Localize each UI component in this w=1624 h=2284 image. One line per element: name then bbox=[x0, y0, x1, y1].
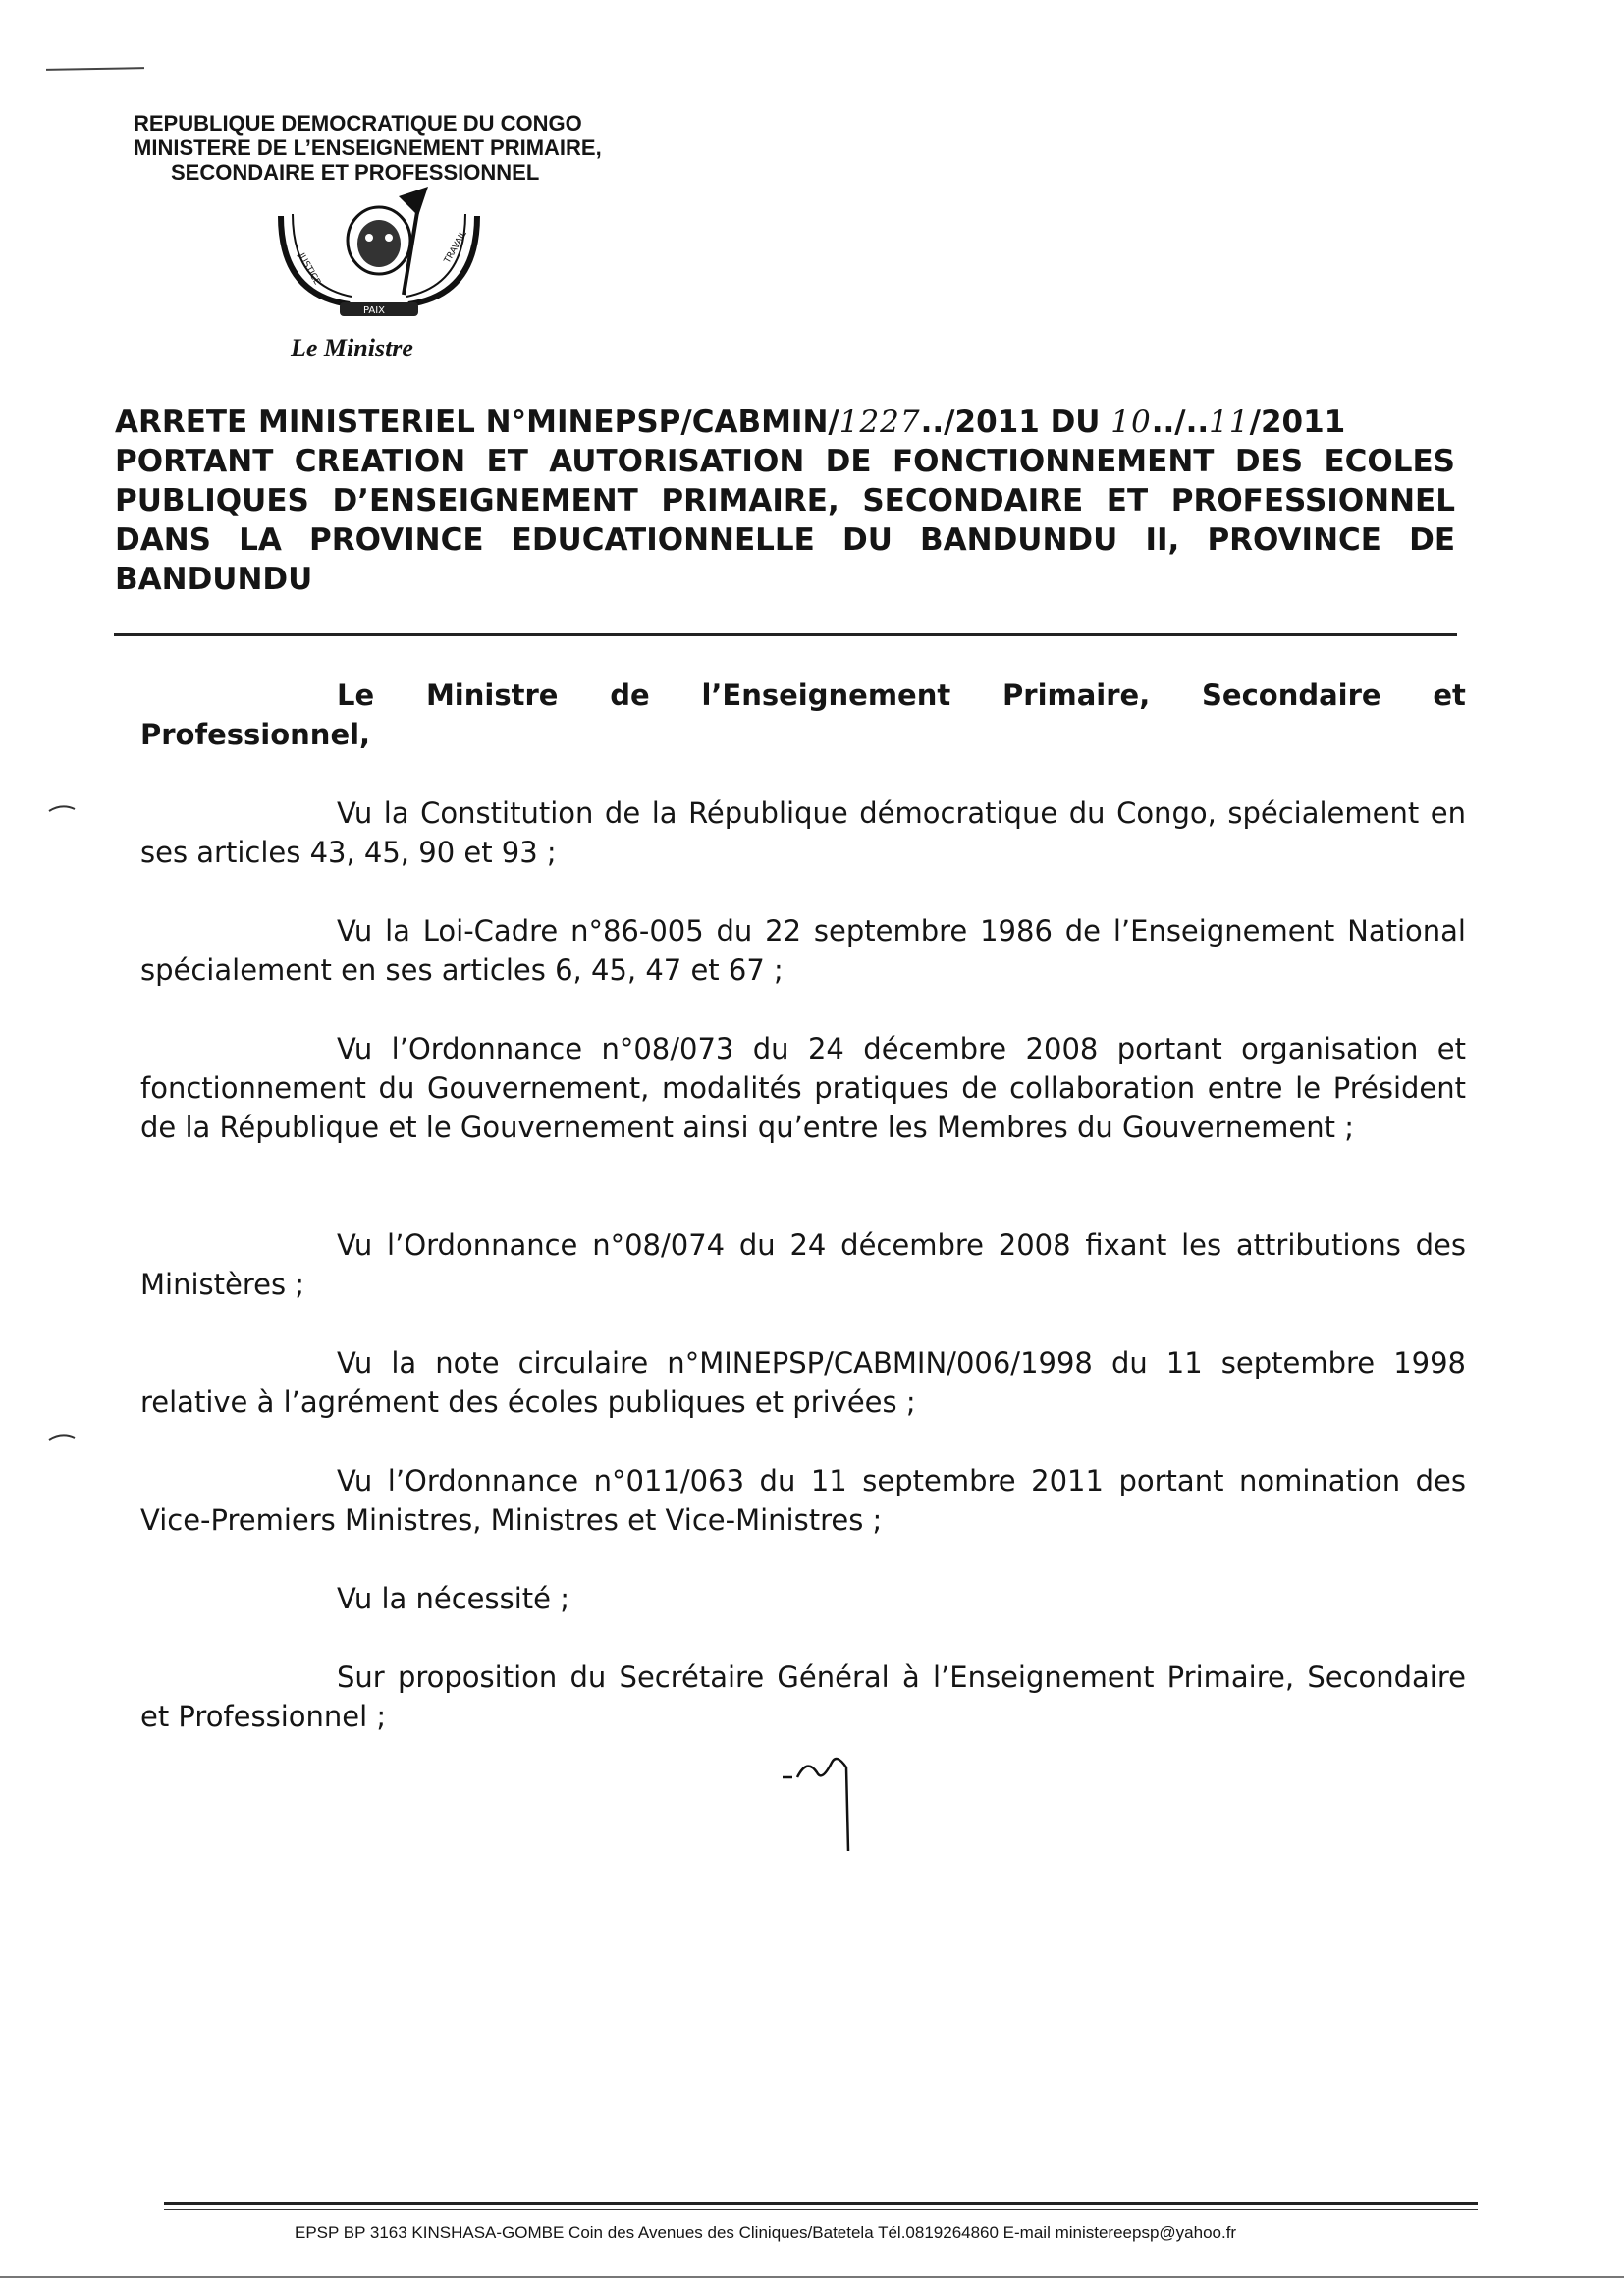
emblem-motto-center: PAIX bbox=[363, 305, 386, 316]
intro-word: l’Enseignement bbox=[701, 679, 951, 712]
consideration-paragraph: Sur proposition du Secrétaire Général à l’Enseignement Primaire, Secondaire et Professionnel ; bbox=[140, 1660, 1466, 1733]
consideration-paragraph: Vu la note circulaire n°MINEPSP/CABMIN/006/1998 du 11 septembre 1998 relative à l’agrément des écoles publiques et privées ; bbox=[140, 1346, 1466, 1419]
decree-year-end: /2011 bbox=[1249, 405, 1346, 440]
decree-subject: PORTANT CREATION ET AUTORISATION DE FONCTIONNEMENT DES ECOLES PUBLIQUES D’ENSEIGNEMENT PRIMAIRE, SECONDAIRE ET PROFESSIONNEL DANS LA PROVINCE EDUCATIONNELLE DU BANDUNDU II, PROVINCE DE BANDUNDU bbox=[115, 444, 1455, 597]
intro-word: et bbox=[1433, 679, 1466, 712]
scan-edge-line bbox=[0, 2276, 1624, 2278]
minister-caption: Le Ministre bbox=[291, 334, 413, 362]
title-divider bbox=[114, 633, 1457, 636]
footer-divider bbox=[164, 2202, 1478, 2205]
footer-divider-thin bbox=[164, 2209, 1478, 2210]
margin-tick-mark bbox=[47, 1432, 77, 1441]
decree-day-handwritten: 10 bbox=[1110, 405, 1152, 440]
intro-word: Ministre bbox=[425, 679, 559, 712]
intro-word: Secondaire bbox=[1202, 679, 1381, 712]
intro-word: de bbox=[610, 679, 650, 712]
intro-line-2: Professionnel, bbox=[140, 718, 371, 751]
consideration-paragraph: Vu la Constitution de la République démocratique du Congo, spécialement en ses articles 43, 45, 90 et 93 ; bbox=[140, 796, 1466, 869]
decree-number-handwritten: 1227 bbox=[839, 405, 921, 440]
decree-reference: ARRETE MINISTERIEL N°MINEPSP/CABMIN/1227../2011 DU 10../..11/2011 bbox=[115, 405, 1346, 440]
letterhead-country: REPUBLIQUE DEMOCRATIQUE DU CONGO bbox=[134, 111, 582, 136]
consideration-paragraph: Vu l’Ordonnance n°08/074 du 24 décembre 2008 fixant les attributions des Ministères ; bbox=[140, 1228, 1466, 1301]
letterhead-ministry-cont: SECONDAIRE ET PROFESSIONNEL bbox=[171, 160, 540, 185]
margin-tick-mark bbox=[47, 803, 77, 813]
letterhead-ministry: MINISTERE DE L’ENSEIGNEMENT PRIMAIRE, bbox=[134, 136, 602, 160]
emblem-motto-right: TRAVAIL bbox=[442, 229, 469, 266]
handwritten-initials-signature bbox=[778, 1743, 876, 1861]
consideration-paragraph: Vu la nécessité ; bbox=[337, 1582, 569, 1615]
minister-intro bbox=[140, 676, 1466, 754]
consideration-paragraph: Vu l’Ordonnance n°011/063 du 11 septembre 2011 portant nomination des Vice-Premiers Ministres, Ministres et Vice-Ministres ; bbox=[140, 1464, 1466, 1537]
letterhead bbox=[134, 111, 723, 185]
decree-year-part: ../2011 DU bbox=[920, 405, 1101, 440]
coat-of-arms-emblem bbox=[271, 187, 487, 324]
decree-month-handwritten: 11 bbox=[1209, 405, 1250, 440]
consideration-paragraph: Vu l’Ordonnance n°08/073 du 24 décembre 2008 portant organisation et fonctionnement du Gouvernement, modalités pratiques de collaboration entre le Président de la République et le Gouvernement ainsi qu’entre les Membres du Gouvernement ; bbox=[140, 1032, 1466, 1144]
decree-reference-prefix: ARRETE MINISTERIEL N°MINEPSP/CABMIN/ bbox=[115, 405, 839, 440]
scan-artifact bbox=[46, 67, 144, 71]
emblem-motto-left: JUSTICE bbox=[296, 251, 322, 287]
decree-title bbox=[115, 403, 1455, 599]
consideration-paragraph: Vu la Loi-Cadre n°86-005 du 22 septembre 1986 de l’Enseignement National spécialement en ses articles 6, 45, 47 et 67 ; bbox=[140, 914, 1466, 987]
intro-word: Le bbox=[337, 679, 375, 712]
footer-address: EPSP BP 3163 KINSHASA-GOMBE Coin des Avenues des Cliniques/Batetela Tél.0819264860 E-mail ministereepsp@yahoo.fr bbox=[295, 2223, 1237, 2242]
intro-word: Primaire, bbox=[1002, 679, 1151, 712]
